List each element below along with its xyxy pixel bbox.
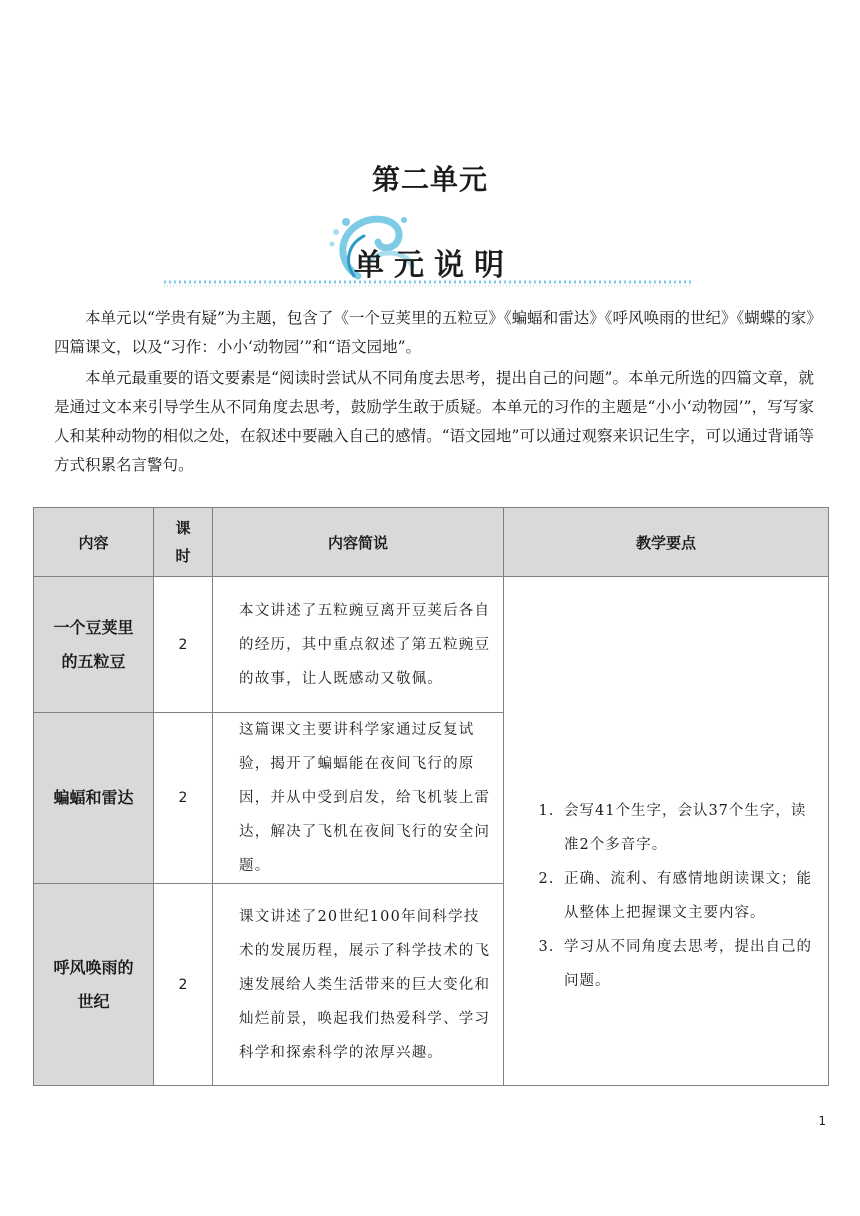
lesson-summary: 课文讲述了20世纪100年间科学技术的发展历程，展示了科学技术的飞速发展给人类生活带来的巨大变化和灿烂前景，唤起我们热爱科学、学习科学和探索科学的浓厚兴趣。 (213, 884, 504, 1086)
header-content: 内容 (34, 508, 154, 577)
key-point-item: 3. 学习从不同角度去思考，提出自己的问题。 (560, 930, 814, 998)
lesson-hours: 2 (154, 884, 213, 1086)
table-row (34, 577, 829, 713)
lesson-name: 蝙蝠和雷达 (34, 713, 154, 884)
header-hours-line2: 时 (175, 547, 191, 565)
intro-section (54, 304, 814, 482)
key-points-list (528, 794, 814, 998)
banner-label: 单元说明 (354, 248, 514, 283)
table-header-row (34, 508, 829, 577)
intro-paragraph: 本单元最重要的语文要素是“阅读时尝试从不同角度去思考，提出自己的问题”。本单元所选的四篇文章，就是通过文本来引导学生从不同角度去思考，鼓励学生敢于质疑。本单元的习作的主题是“小小‘动物园’”，写写家人和某种动物的相似之处，在叙述中要融入自己的感情。“语文园地”可以通过观察来识记生字，可以通过背诵等方式积累名言警句。 (54, 369, 814, 474)
header-hours (154, 508, 213, 577)
unit-description-banner (158, 214, 698, 288)
header-key-points: 教学要点 (504, 508, 829, 577)
key-point-item: 2. 正确、流利、有感情地朗读课文；能从整体上把握课文主要内容。 (560, 862, 814, 930)
page-number: 1 (818, 1114, 826, 1128)
key-point-item: 1. 会写41个生字，会认37个生字，读准2个多音字。 (560, 794, 814, 862)
lesson-summary: 本文讲述了五粒豌豆离开豆荚后各自的经历，其中重点叙述了第五粒豌豆的故事，让人既感动又敬佩。 (213, 577, 504, 713)
lesson-table (33, 507, 829, 1086)
page-title: 第二单元 (371, 163, 488, 196)
header-summary: 内容简说 (213, 508, 504, 577)
intro-paragraph: 本单元以“学贵有疑”为主题，包含了《一个豆荚里的五粒豆》《蝙蝠和雷达》《呼风唤雨的世纪》《蝴蝶的家》四篇课文，以及“习作：小小‘动物园’”和“语文园地”。 (54, 309, 814, 356)
header-hours-line1: 课 (175, 519, 191, 537)
key-points-cell (504, 577, 829, 1086)
lesson-name: 呼风唤雨的世纪 (34, 884, 154, 1086)
lesson-hours: 2 (154, 713, 213, 884)
lesson-summary: 这篇课文主要讲科学家通过反复试验，揭开了蝙蝠能在夜间飞行的原因，并从中受到启发，给飞机装上雷达，解决了飞机在夜间飞行的安全问题。 (213, 713, 504, 884)
lesson-name: 一个豆荚里的五粒豆 (34, 577, 154, 713)
lesson-hours: 2 (154, 577, 213, 713)
